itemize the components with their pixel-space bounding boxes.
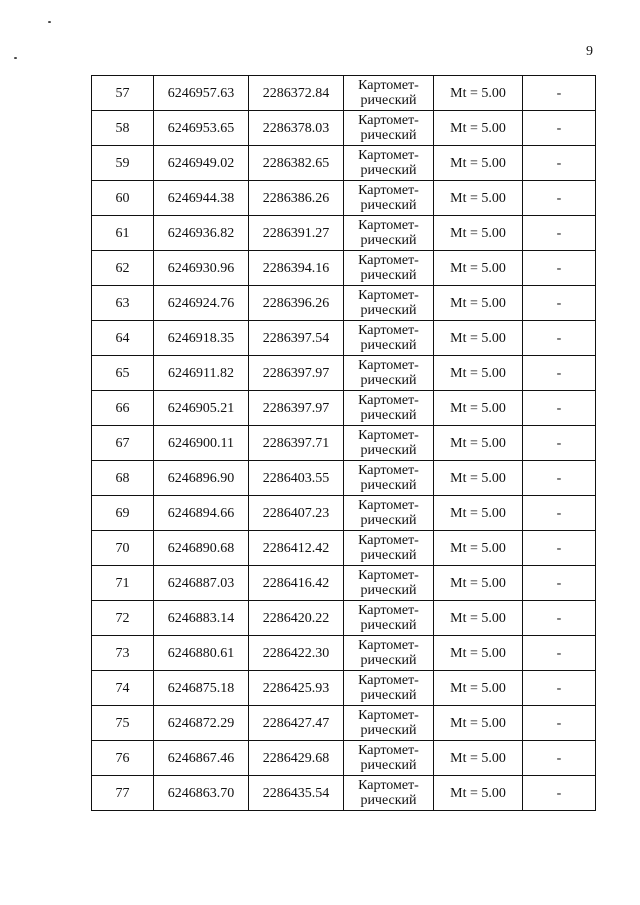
x-coordinate-cell: 6246867.46 (154, 741, 249, 776)
page-number: 9 (586, 44, 593, 59)
method-line-1: Картомет- (358, 568, 419, 583)
table-row (92, 251, 596, 286)
point-number-cell: 57 (92, 76, 154, 111)
method-line-1: Картомет- (358, 638, 419, 653)
y-coordinate-cell: 2286397.71 (249, 426, 344, 461)
method-line-1: Картомет- (358, 288, 419, 303)
table-row (92, 741, 596, 776)
x-coordinate-cell: 6246887.03 (154, 566, 249, 601)
method-line-2: рический (360, 443, 417, 458)
accuracy-cell: Mt = 5.00 (434, 671, 523, 706)
accuracy-cell: Mt = 5.00 (434, 391, 523, 426)
method-line-1: Картомет- (358, 113, 419, 128)
accuracy-cell: Mt = 5.00 (434, 741, 523, 776)
point-number-cell: 76 (92, 741, 154, 776)
x-coordinate-cell: 6246880.61 (154, 636, 249, 671)
note-cell: - (523, 601, 596, 636)
method-line-2: рический (360, 338, 417, 353)
coordinates-table-body (92, 76, 596, 811)
accuracy-cell: Mt = 5.00 (434, 496, 523, 531)
method-line-2: рический (360, 513, 417, 528)
x-coordinate-cell: 6246890.68 (154, 531, 249, 566)
note-cell: - (523, 321, 596, 356)
note-cell: - (523, 251, 596, 286)
method-line-1: Картомет- (358, 253, 419, 268)
x-coordinate-cell: 6246949.02 (154, 146, 249, 181)
note-cell: - (523, 286, 596, 321)
method-line-1: Картомет- (358, 428, 419, 443)
point-number-cell: 75 (92, 706, 154, 741)
accuracy-cell: Mt = 5.00 (434, 181, 523, 216)
accuracy-cell: Mt = 5.00 (434, 111, 523, 146)
method-line-2: рический (360, 548, 417, 563)
point-number-cell: 77 (92, 776, 154, 811)
method-cell (344, 111, 434, 146)
method-line-2: рический (360, 478, 417, 493)
y-coordinate-cell: 2286420.22 (249, 601, 344, 636)
method-cell (344, 706, 434, 741)
y-coordinate-cell: 2286396.26 (249, 286, 344, 321)
table-row (92, 146, 596, 181)
table-row (92, 76, 596, 111)
method-line-1: Картомет- (358, 358, 419, 373)
method-cell (344, 286, 434, 321)
table-row (92, 391, 596, 426)
table-row (92, 776, 596, 811)
accuracy-cell: Mt = 5.00 (434, 531, 523, 566)
method-line-2: рический (360, 688, 417, 703)
table-row (92, 286, 596, 321)
method-line-2: рический (360, 653, 417, 668)
accuracy-cell: Mt = 5.00 (434, 461, 523, 496)
table-row (92, 321, 596, 356)
table-row (92, 531, 596, 566)
accuracy-cell: Mt = 5.00 (434, 216, 523, 251)
x-coordinate-cell: 6246872.29 (154, 706, 249, 741)
point-number-cell: 65 (92, 356, 154, 391)
x-coordinate-cell: 6246900.11 (154, 426, 249, 461)
point-number-cell: 68 (92, 461, 154, 496)
note-cell: - (523, 566, 596, 601)
y-coordinate-cell: 2286412.42 (249, 531, 344, 566)
x-coordinate-cell: 6246936.82 (154, 216, 249, 251)
point-number-cell: 67 (92, 426, 154, 461)
accuracy-cell: Mt = 5.00 (434, 636, 523, 671)
note-cell: - (523, 741, 596, 776)
accuracy-cell: Mt = 5.00 (434, 601, 523, 636)
point-number-cell: 58 (92, 111, 154, 146)
y-coordinate-cell: 2286425.93 (249, 671, 344, 706)
table-row (92, 706, 596, 741)
method-line-2: рический (360, 723, 417, 738)
y-coordinate-cell: 2286435.54 (249, 776, 344, 811)
point-number-cell: 62 (92, 251, 154, 286)
method-cell (344, 601, 434, 636)
point-number-cell: 64 (92, 321, 154, 356)
table-row (92, 461, 596, 496)
x-coordinate-cell: 6246911.82 (154, 356, 249, 391)
note-cell: - (523, 636, 596, 671)
method-line-1: Картомет- (358, 778, 419, 793)
x-coordinate-cell: 6246863.70 (154, 776, 249, 811)
method-cell (344, 531, 434, 566)
method-line-1: Картомет- (358, 218, 419, 233)
y-coordinate-cell: 2286429.68 (249, 741, 344, 776)
coordinates-table (91, 75, 596, 811)
method-line-2: рический (360, 618, 417, 633)
table-row (92, 636, 596, 671)
x-coordinate-cell: 6246875.18 (154, 671, 249, 706)
y-coordinate-cell: 2286397.97 (249, 356, 344, 391)
note-cell: - (523, 146, 596, 181)
accuracy-cell: Mt = 5.00 (434, 146, 523, 181)
method-cell (344, 356, 434, 391)
scan-speck (14, 57, 17, 59)
method-line-2: рический (360, 793, 417, 808)
accuracy-cell: Mt = 5.00 (434, 566, 523, 601)
scan-speck (48, 21, 51, 23)
note-cell: - (523, 496, 596, 531)
method-line-1: Картомет- (358, 463, 419, 478)
y-coordinate-cell: 2286422.30 (249, 636, 344, 671)
y-coordinate-cell: 2286386.26 (249, 181, 344, 216)
method-cell (344, 776, 434, 811)
method-line-1: Картомет- (358, 533, 419, 548)
point-number-cell: 60 (92, 181, 154, 216)
method-line-2: рический (360, 583, 417, 598)
method-cell (344, 321, 434, 356)
method-line-1: Картомет- (358, 323, 419, 338)
note-cell: - (523, 356, 596, 391)
method-cell (344, 636, 434, 671)
method-cell (344, 146, 434, 181)
table-row (92, 426, 596, 461)
y-coordinate-cell: 2286382.65 (249, 146, 344, 181)
note-cell: - (523, 461, 596, 496)
method-cell (344, 76, 434, 111)
y-coordinate-cell: 2286403.55 (249, 461, 344, 496)
y-coordinate-cell: 2286397.54 (249, 321, 344, 356)
note-cell: - (523, 76, 596, 111)
accuracy-cell: Mt = 5.00 (434, 706, 523, 741)
note-cell: - (523, 391, 596, 426)
note-cell: - (523, 216, 596, 251)
method-line-2: рический (360, 303, 417, 318)
x-coordinate-cell: 6246918.35 (154, 321, 249, 356)
note-cell: - (523, 706, 596, 741)
accuracy-cell: Mt = 5.00 (434, 426, 523, 461)
y-coordinate-cell: 2286407.23 (249, 496, 344, 531)
point-number-cell: 63 (92, 286, 154, 321)
table-row (92, 356, 596, 391)
x-coordinate-cell: 6246930.96 (154, 251, 249, 286)
method-line-2: рический (360, 408, 417, 423)
method-cell (344, 566, 434, 601)
y-coordinate-cell: 2286372.84 (249, 76, 344, 111)
point-number-cell: 74 (92, 671, 154, 706)
accuracy-cell: Mt = 5.00 (434, 776, 523, 811)
method-line-1: Картомет- (358, 673, 419, 688)
method-cell (344, 426, 434, 461)
method-line-2: рический (360, 93, 417, 108)
y-coordinate-cell: 2286427.47 (249, 706, 344, 741)
method-line-2: рический (360, 233, 417, 248)
method-cell (344, 741, 434, 776)
point-number-cell: 71 (92, 566, 154, 601)
point-number-cell: 70 (92, 531, 154, 566)
note-cell: - (523, 776, 596, 811)
point-number-cell: 73 (92, 636, 154, 671)
note-cell: - (523, 181, 596, 216)
x-coordinate-cell: 6246905.21 (154, 391, 249, 426)
method-cell (344, 181, 434, 216)
method-cell (344, 251, 434, 286)
method-cell (344, 671, 434, 706)
y-coordinate-cell: 2286378.03 (249, 111, 344, 146)
accuracy-cell: Mt = 5.00 (434, 356, 523, 391)
table-row (92, 181, 596, 216)
point-number-cell: 72 (92, 601, 154, 636)
method-line-2: рический (360, 268, 417, 283)
y-coordinate-cell: 2286397.97 (249, 391, 344, 426)
point-number-cell: 69 (92, 496, 154, 531)
y-coordinate-cell: 2286394.16 (249, 251, 344, 286)
table-row (92, 566, 596, 601)
method-line-1: Картомет- (358, 603, 419, 618)
accuracy-cell: Mt = 5.00 (434, 321, 523, 356)
method-cell (344, 461, 434, 496)
x-coordinate-cell: 6246894.66 (154, 496, 249, 531)
method-line-1: Картомет- (358, 708, 419, 723)
method-cell (344, 496, 434, 531)
table-row (92, 671, 596, 706)
method-line-1: Картомет- (358, 498, 419, 513)
table-row (92, 111, 596, 146)
method-cell (344, 391, 434, 426)
table-row (92, 601, 596, 636)
method-line-2: рический (360, 128, 417, 143)
x-coordinate-cell: 6246924.76 (154, 286, 249, 321)
accuracy-cell: Mt = 5.00 (434, 286, 523, 321)
table-row (92, 496, 596, 531)
method-line-2: рический (360, 373, 417, 388)
method-line-1: Картомет- (358, 393, 419, 408)
method-line-1: Картомет- (358, 743, 419, 758)
accuracy-cell: Mt = 5.00 (434, 76, 523, 111)
note-cell: - (523, 531, 596, 566)
x-coordinate-cell: 6246957.63 (154, 76, 249, 111)
note-cell: - (523, 111, 596, 146)
note-cell: - (523, 671, 596, 706)
table-row (92, 216, 596, 251)
method-line-1: Картомет- (358, 78, 419, 93)
x-coordinate-cell: 6246953.65 (154, 111, 249, 146)
point-number-cell: 61 (92, 216, 154, 251)
method-line-2: рический (360, 758, 417, 773)
method-line-1: Картомет- (358, 183, 419, 198)
accuracy-cell: Mt = 5.00 (434, 251, 523, 286)
method-line-2: рический (360, 198, 417, 213)
method-line-1: Картомет- (358, 148, 419, 163)
point-number-cell: 66 (92, 391, 154, 426)
method-line-2: рический (360, 163, 417, 178)
x-coordinate-cell: 6246896.90 (154, 461, 249, 496)
y-coordinate-cell: 2286391.27 (249, 216, 344, 251)
note-cell: - (523, 426, 596, 461)
x-coordinate-cell: 6246883.14 (154, 601, 249, 636)
y-coordinate-cell: 2286416.42 (249, 566, 344, 601)
point-number-cell: 59 (92, 146, 154, 181)
method-cell (344, 216, 434, 251)
x-coordinate-cell: 6246944.38 (154, 181, 249, 216)
